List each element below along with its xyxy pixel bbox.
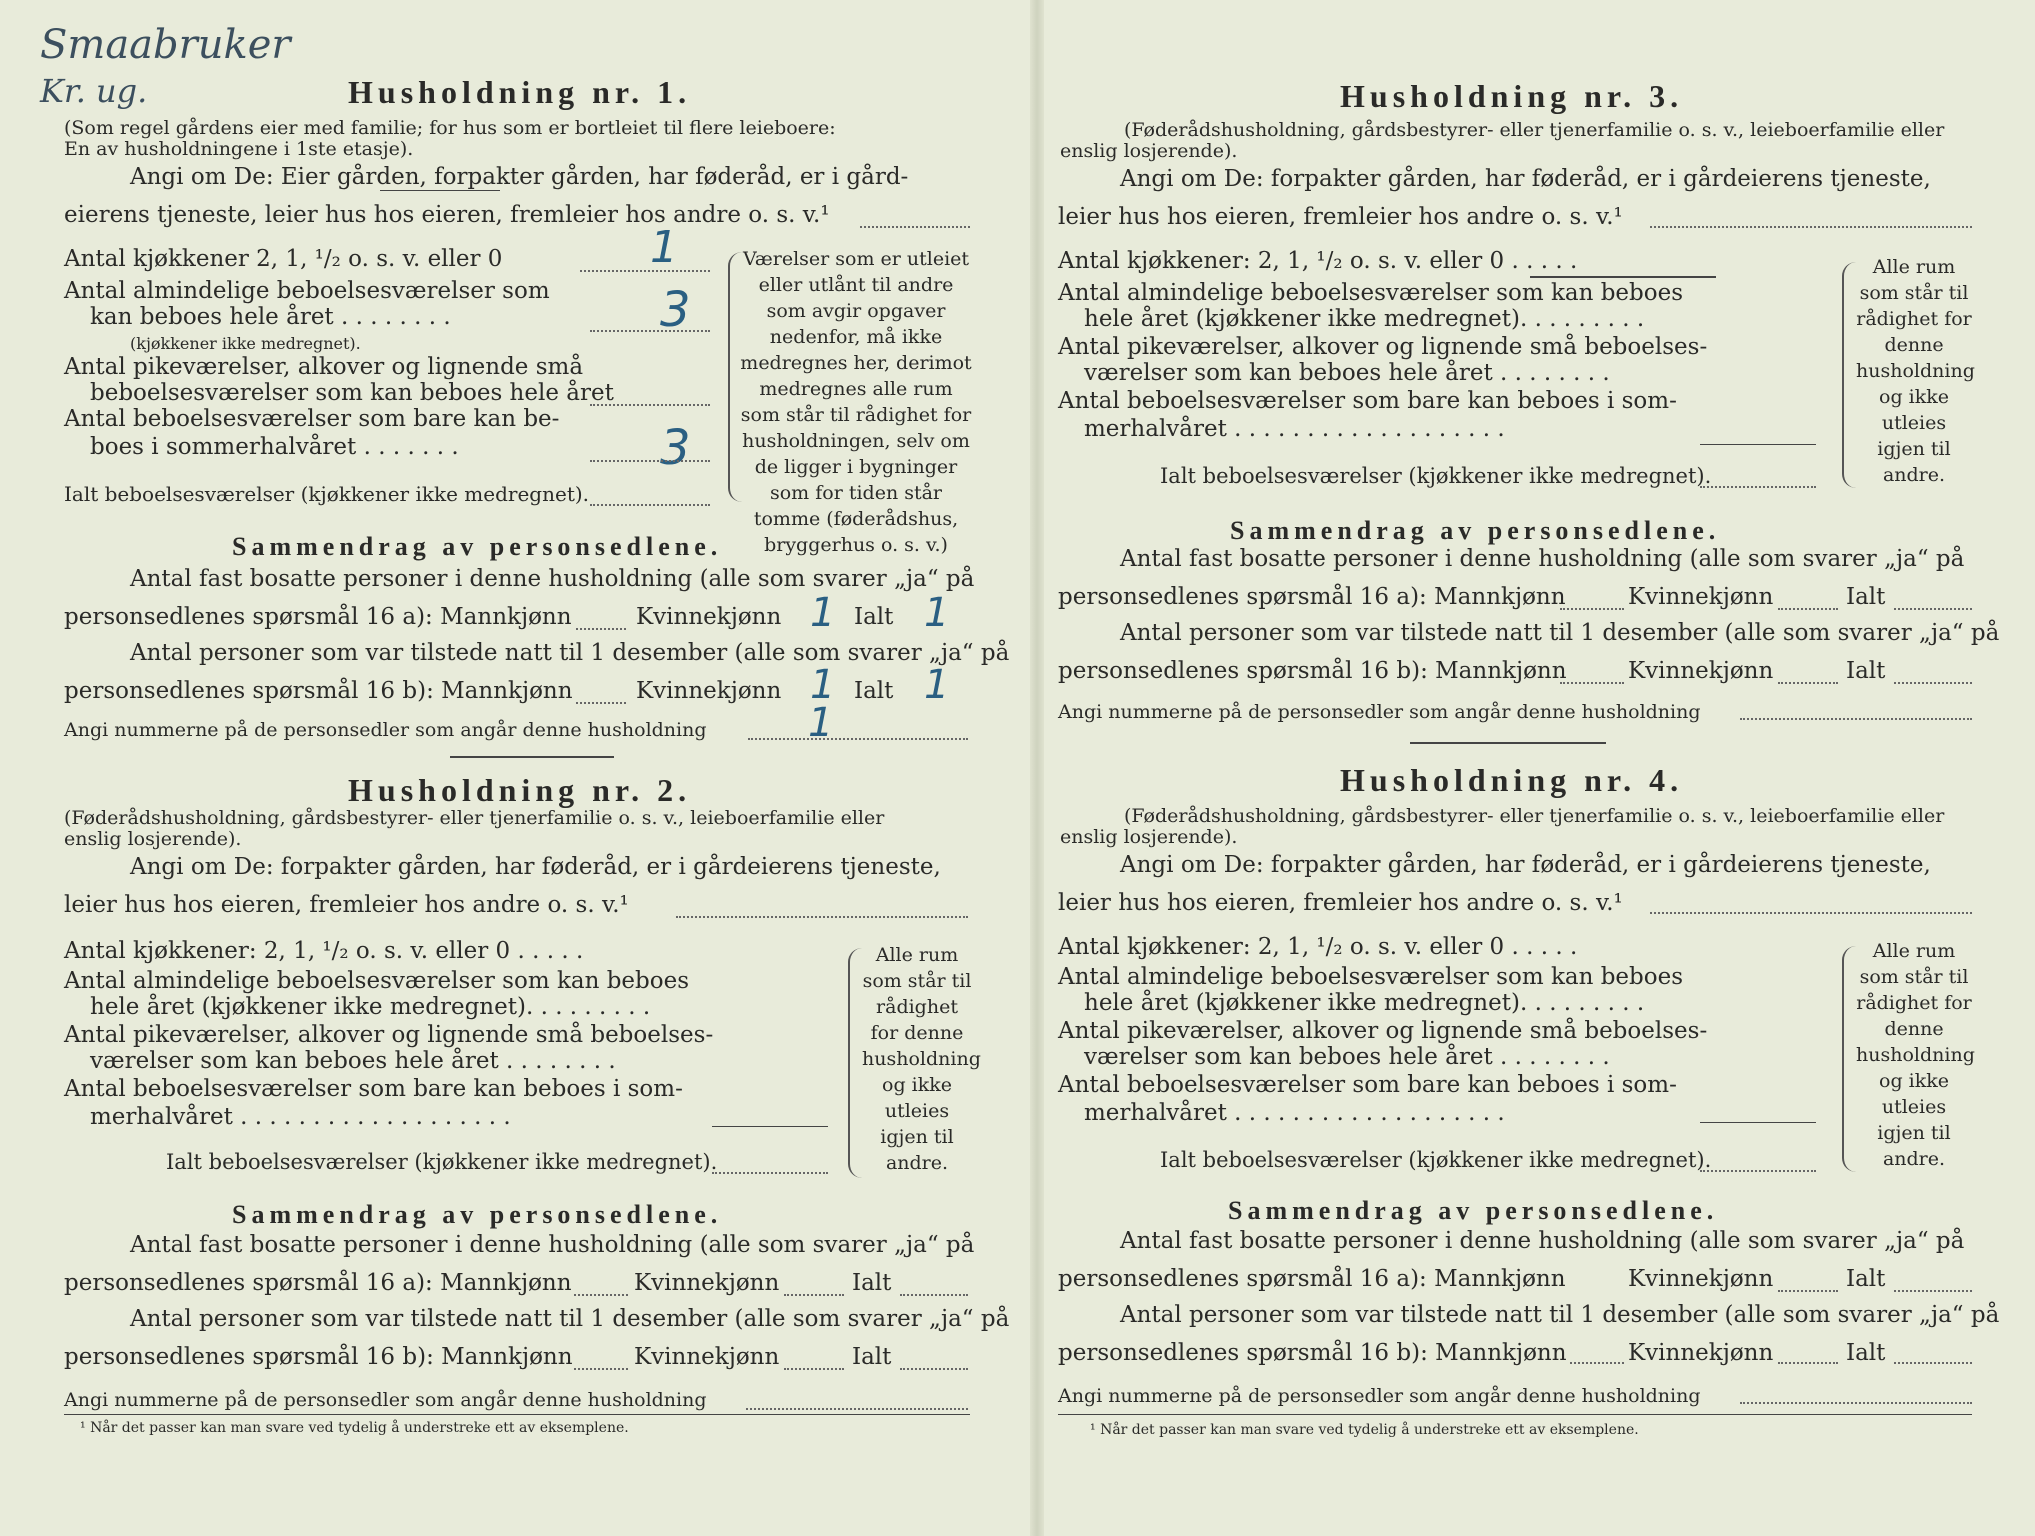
h3-summary-title: Sammendrag av personsedlene. <box>1230 516 1721 545</box>
h1-ialt-label-b: Ialt <box>854 678 894 704</box>
h1-kv-label-b: Kvinnekjønn <box>636 678 782 704</box>
h2-numbers-label: Angi nummerne på de personsedler som angår denne husholdning <box>64 1389 707 1411</box>
h1-rooms-c: (kjøkkener ikke medregnet). <box>130 334 361 353</box>
h2-kitchens: Antal kjøkkener: 2, 1, ¹/₂ o. s. v. eller 0 . . . . . <box>64 938 584 964</box>
h2-rooms-a: Antal almindelige beboelsesværelser som kan beboes <box>64 968 690 994</box>
h4-ialt-label: Ialt <box>1846 1266 1886 1292</box>
h3-side-note: Alle rum som står til rådighet for denne husholdning og ikke utleies igjen til andre. <box>1856 256 1975 486</box>
h4-summary-4: personsedlenes spørsmål 16 b): Mannkjønn <box>1058 1340 1567 1366</box>
h4-summary-2: personsedlenes spørsmål 16 a): Mannkjønn <box>1058 1266 1566 1292</box>
h4-maid-a: Antal pikeværelser, alkover og lignende små beboelses- <box>1058 1018 1708 1044</box>
h1-rooms-a: Antal almindelige beboelsesværelser som <box>64 278 550 304</box>
household-2-title: Husholdning nr. 2. <box>348 772 692 808</box>
h3-summer-a: Antal beboelsesværelser som bare kan beboes i som- <box>1058 388 1677 414</box>
h4-rooms-b: hele året (kjøkkener ikke medregnet). . . . . . . . . <box>1084 990 1645 1016</box>
h2-total-rooms: Ialt beboelsesværelser (kjøkkener ikke medregnet). <box>166 1150 718 1174</box>
h3-summary-3: Antal personer som var tilstede natt til 1 desember (alle som svarer „ja“ på <box>1120 620 2000 646</box>
h1-maid-a: Antal pikeværelser, alkover og lignende små <box>64 354 584 380</box>
h4-summary-title: Sammendrag av personsedlene. <box>1228 1196 1719 1225</box>
h2-maid-a: Antal pikeværelser, alkover og lignende små beboelses- <box>64 1022 714 1048</box>
h1-summary-1: Antal fast bosatte personer i denne husholdning (alle som svarer „ja“ på <box>130 566 975 592</box>
right-footnote: ¹ Når det passer kan man svare ved tydelig å understreke ett av eksemplene. <box>1090 1422 1639 1438</box>
h1-b-ialt-value: 1 <box>924 662 950 708</box>
household-1-title: Husholdning nr. 1. <box>348 74 692 110</box>
h2-kv-label: Kvinnekjønn <box>634 1270 780 1296</box>
handwritten-annotation-2: Kr. ug. <box>40 72 148 110</box>
h2-summer-a: Antal beboelsesværelser som bare kan beboes i som- <box>64 1076 683 1102</box>
h1-summer-b: boes i sommerhalvåret . . . . . . . <box>90 434 459 460</box>
h3-summary-2: personsedlenes spørsmål 16 a): Mannkjønn <box>1058 584 1566 610</box>
h4-summary-3: Antal personer som var tilstede natt til 1 desember (alle som svarer „ja“ på <box>1120 1302 2000 1328</box>
h4-kv-label: Kvinnekjønn <box>1628 1266 1774 1292</box>
h2-summary-3: Antal personer som var tilstede natt til 1 desember (alle som svarer „ja“ på <box>130 1306 1010 1332</box>
h3-numbers-label: Angi nummerne på de personsedler som angår denne husholdning <box>1058 701 1701 723</box>
h1-total-rooms: Ialt beboelsesværelser (kjøkkener ikke medregnet). <box>64 482 590 506</box>
h2-side-note: Alle rum som står til rådighet for denne husholdning og ikke utleies igjen til andre. <box>862 944 981 1174</box>
h4-side-note: Alle rum som står til rådighet for denne husholdning og ikke utleies igjen til andre. <box>1856 940 1975 1170</box>
h2-ialt-label: Ialt <box>852 1270 892 1296</box>
h3-kitchens: Antal kjøkkener: 2, 1, ¹/₂ o. s. v. eller 0 . . . . . <box>1058 248 1578 274</box>
h1-summary-4: personsedlenes spørsmål 16 b): Mannkjønn <box>64 678 573 704</box>
h1-kitchens-value: 1 <box>650 222 678 273</box>
h2-summer-b: merhalvåret . . . . . . . . . . . . . . . . . . . <box>90 1104 511 1130</box>
h1-summary-title: Sammendrag av personsedlene. <box>232 532 723 561</box>
h3-maid-a: Antal pikeværelser, alkover og lignende små beboelses- <box>1058 334 1708 360</box>
left-footnote: ¹ Når det passer kan man svare ved tydelig å understreke ett av eksemplene. <box>80 1420 629 1436</box>
h4-summer-a: Antal beboelsesværelser som bare kan beboes i som- <box>1058 1072 1677 1098</box>
h2-kv-label-b: Kvinnekjønn <box>634 1344 780 1370</box>
h2-summary-4: personsedlenes spørsmål 16 b): Mannkjønn <box>64 1344 573 1370</box>
h1-summary-2: personsedlenes spørsmål 16 a): Mannkjønn <box>64 604 572 630</box>
h4-summary-1: Antal fast bosatte personer i denne husholdning (alle som svarer „ja“ på <box>1120 1228 1965 1254</box>
h3-rooms-b: hele året (kjøkkener ikke medregnet). . . . . . . . . <box>1084 306 1645 332</box>
h4-intro: (Føderådshusholdning, gårdsbestyrer- eller tjenerfamilie o. s. v., leieboerfamilie eller enslig losjerende). <box>1060 805 1945 848</box>
h3-intro: (Føderådshusholdning, gårdsbestyrer- eller tjenerfamilie o. s. v., leieboerfamilie eller enslig losjerende). <box>1060 119 1945 162</box>
household-3-title: Husholdning nr. 3. <box>1340 78 1684 114</box>
h1-summer-value: 3 <box>660 420 691 476</box>
h1-summer-a: Antal beboelsesværelser som bare kan be- <box>64 406 560 432</box>
h3-ialt-label-b: Ialt <box>1846 658 1886 684</box>
household-4-title: Husholdning nr. 4. <box>1340 762 1684 798</box>
h1-kitchens: Antal kjøkkener 2, 1, ¹/₂ o. s. v. eller 0 <box>64 246 503 272</box>
h3-maid-b: værelser som kan beboes hele året . . . . . . . . <box>1084 360 1610 386</box>
h4-summer-b: merhalvåret . . . . . . . . . . . . . . . . . . . <box>1084 1100 1505 1126</box>
page-fold <box>1030 0 1044 1536</box>
h3-ialt-label: Ialt <box>1846 584 1886 610</box>
h2-angi-line1: Angi om De: forpakter gården, har føderåd, er i gårdeierens tjeneste, <box>130 854 941 880</box>
h2-angi-line2: leier hus hos eieren, fremleier hos andre o. s. v.¹ <box>64 892 629 918</box>
h1-side-note: Værelser som er utleiet eller utlånt til andre som avgir opgaver nedenfor, må ikke medregnes her, derimot medregnes alle rum som står til rådighet for husholdningen, selv om de ligger i bygninger som for tiden står tomme (føderådshus, bryggerhus o. s. v.) <box>740 248 972 556</box>
h4-numbers-label: Angi nummerne på de personsedler som angår denne husholdning <box>1058 1385 1701 1407</box>
h1-a-ialt-value: 1 <box>924 590 950 636</box>
h2-summary-title: Sammendrag av personsedlene. <box>232 1200 723 1229</box>
right-page <box>1050 0 2035 1536</box>
h1-kv-label: Kvinnekjønn <box>636 604 782 630</box>
h3-total-rooms: Ialt beboelsesværelser (kjøkkener ikke medregnet). <box>1160 464 1712 488</box>
h1-summary-3: Antal personer som var tilstede natt til 1 desember (alle som svarer „ja“ på <box>130 640 1010 666</box>
h1-numbers-value: 1 <box>808 700 834 746</box>
h1-intro: (Som regel gårdens eier med familie; for hus som er bortleiet til flere leieboere: En av husholdningene i 1ste etasje). <box>64 117 836 160</box>
h3-angi-line2: leier hus hos eieren, fremleier hos andre o. s. v.¹ <box>1058 204 1623 230</box>
h1-a-kv-value: 1 <box>810 590 836 636</box>
h1-ialt-label: Ialt <box>854 604 894 630</box>
h1-angi-line1: Angi om De: Eier gården, forpakter gården, har føderåd, er i gård- <box>130 164 909 190</box>
h1-rooms-b: kan beboes hele året . . . . . . . . <box>90 304 451 330</box>
h3-summary-1: Antal fast bosatte personer i denne husholdning (alle som svarer „ja“ på <box>1120 546 1965 572</box>
h1-numbers-label: Angi nummerne på de personsedler som angår denne husholdning <box>64 719 707 741</box>
h4-kv-label-b: Kvinnekjønn <box>1628 1340 1774 1366</box>
h4-total-rooms: Ialt beboelsesværelser (kjøkkener ikke medregnet). <box>1160 1148 1712 1172</box>
h4-ialt-label-b: Ialt <box>1846 1340 1886 1366</box>
h3-rooms-a: Antal almindelige beboelsesværelser som kan beboes <box>1058 280 1684 306</box>
h2-summary-2: personsedlenes spørsmål 16 a): Mannkjønn <box>64 1270 572 1296</box>
h4-kitchens: Antal kjøkkener: 2, 1, ¹/₂ o. s. v. eller 0 . . . . . <box>1058 934 1578 960</box>
h3-kv-label-b: Kvinnekjønn <box>1628 658 1774 684</box>
h3-angi-line1: Angi om De: forpakter gården, har føderåd, er i gårdeierens tjeneste, <box>1120 166 1931 192</box>
h3-summer-b: merhalvåret . . . . . . . . . . . . . . . . . . . <box>1084 416 1505 442</box>
h4-maid-b: værelser som kan beboes hele året . . . . . . . . <box>1084 1044 1610 1070</box>
h1-b-kv-value: 1 <box>810 662 836 708</box>
handwritten-annotation: Smaabruker <box>40 22 291 68</box>
h2-summary-1: Antal fast bosatte personer i denne husholdning (alle som svarer „ja“ på <box>130 1232 975 1258</box>
h1-maid-b: beboelsesværelser som kan beboes hele året <box>90 380 614 406</box>
h2-rooms-b: hele året (kjøkkener ikke medregnet). . . . . . . . . <box>90 994 651 1020</box>
h4-rooms-a: Antal almindelige beboelsesværelser som kan beboes <box>1058 964 1684 990</box>
h4-angi-line1: Angi om De: forpakter gården, har føderåd, er i gårdeierens tjeneste, <box>1120 852 1931 878</box>
h1-rooms-value: 3 <box>660 282 691 338</box>
h2-ialt-label-b: Ialt <box>852 1344 892 1370</box>
h2-maid-b: værelser som kan beboes hele året . . . . . . . . <box>90 1048 616 1074</box>
h4-angi-line2: leier hus hos eieren, fremleier hos andre o. s. v.¹ <box>1058 890 1623 916</box>
h1-angi-line2: eierens tjeneste, leier hus hos eieren, fremleier hos andre o. s. v.¹ <box>64 202 830 228</box>
h3-summary-4: personsedlenes spørsmål 16 b): Mannkjønn <box>1058 658 1567 684</box>
h2-intro: (Føderådshusholdning, gårdsbestyrer- eller tjenerfamilie o. s. v., leieboerfamilie eller enslig losjerende). <box>64 807 885 850</box>
h3-kv-label: Kvinnekjønn <box>1628 584 1774 610</box>
